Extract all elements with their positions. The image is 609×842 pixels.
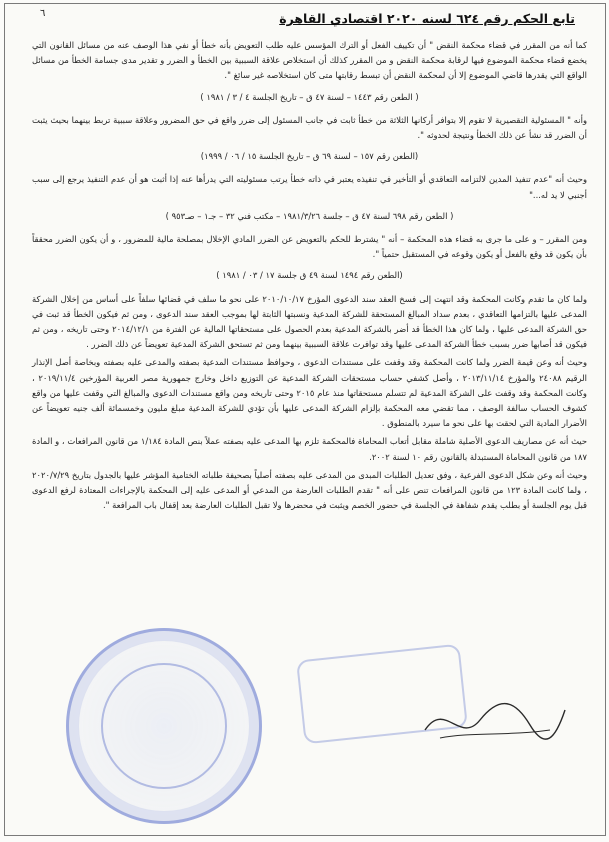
citation: (الطعن رقم ١٤٩٤ لسنة ٤٩ ق جلسة ١٧ / ٠٣ / ١٩٨١ ) xyxy=(216,270,403,281)
paragraph: كما أنه من المقرر في قضاء محكمة النقض " أن تكييف الفعل أو الترك المؤسس عليه طلب التعويض بأنه خطأ أو نفي هذا الوصف عنه من مسائل القانون التي يخضع قضاء محكمة الموضوع فيها لرقابة محكمة النقض و من المقرر كذلك أن استخلاص علاقة السببية بين الخطأ و الضرر و تقدير مدى جسامة الخطأ من مسائل الواقع التي يقدرها قاضي الموضوع إلا أن لمحكمة النقض أن تبسط رقابتها متى كان استخلاصه غير سائغ ". xyxy=(32,40,587,81)
paragraph: وحيث أنه وعن قيمة الضرر ولما كانت المحكمة وقد وقفت على مستندات الدعوى ، وحوافظ مستندات المدعية بصفته والمدعى عليه بصفته وبخاصة أصل الإنذار الرقيم ٢٤٠٨٨ والمؤرخ ٢٠١٣/١١/١٤ ، وأصل كشفي حساب مستحقات الشركة المدعية عن التوزيع داخل وخارج جمهورية مصر العربية المؤرخين ٢٠١٩/١١/٤ ، وكانت المحكمة وقد وقفت على الشركة المدعية لم تتسلم مستحقاتها منذ عام ٢٠١٥ وحتى تاريخه ومن واقع مستندات الدعوى والمبالغ التي وقفت عليها من واقع كشوف الحساب سالفة الوصف ، مما تقضي معه المحكمة بإلزام الشركة المدعى عليها بأن تؤدي للشركة المدعية مبلغ مليون وخمسمائة ألف جنيه تعويضاً عن الأضرار المادية التي لحقت بها على نحو ما سيرد بالمنطوق . xyxy=(32,357,587,429)
citation: ( الطعن رقم ١٤٤٣ – لسنة ٤٧ ق – تاريخ الجلسة ٤ / ٣ / ١٩٨١ ) xyxy=(200,91,419,102)
paragraph: ولما كان ما تقدم وكانت المحكمة وقد انتهت إلى فسخ العقد سند الدعوى المؤرخ ٢٠١٠/١٠/١٧ على نحو ما سلف في قضائها سلفاً على أساس من إخلال الشركة المدعى عليها بالتزامها التعاقدي ، بعدم سداد المبالغ المستحقة للشركة المدعية ونسبتها الثابتة لها بموجب العقد سند الدعوى ، ومن ثم فيكون الخطأ قد ثبت في حق الشركة المدعى عليها ، ولما كان هذا الخطأ قد أضر بالشركة المدعية بعدم الحصول على مستحقاتها المالية عن الفترة من ٢٠١٤/١٢/١ وحتى تاريخه ، ومن ثم فيكون قد أصابها ضرر بسبب خطأ الشركة المدعى عليها وقد توافرت علاقة السببية بينهما ومن ثم تستحق الشركة المدعية تعويضاً عن ذلك الضرر . xyxy=(32,293,587,350)
citation: (الطعن رقم ١٥٧ – لسنة ٦٩ ق – تاريخ الجلسة ١٥ / ٠٦ / ١٩٩٩) xyxy=(200,151,419,162)
paragraph: حيث أنه عن مصاريف الدعوى الأصلية شاملة مقابل أتعاب المحاماة فالمحكمة تلزم بها المدعى عليه بصفته عملاً بنص المادة ١/١٨٤ من قانون المرافعات ، و المادة ١٨٧ من قانون المحاماة المستبدلة بالقانون رقم ١٠ لسنة ٢٠٠٢. xyxy=(32,436,588,462)
paragraph: وحيث أنه وعن شكل الدعوى الفرعية ، وفق تعديل الطلبات المبدى من المدعى عليه بصفته أصلياً بصحيفة طلباته الختامية المؤشر عليها بالجدول بتاريخ ٢٠٢٠/٧/٢٩ ، ولما كانت المادة ١٢٣ من قانون المرافعات تنص على أنه " تقدم الطلبات العارضة من المدعي أو المدعى عليه إلى المحكمة بالإجراءات المعتادة لرفع الدعوى قبل يوم الجلسة أو بطلب يقدم شفاهة في الجلسة في حضور الخصم ويثبت في محضرها ولا تقبل الطلبات العارضة بعد إقفال باب المرافعة ". xyxy=(32,469,587,511)
citation: ( الطعن رقم ٦٩٨ لسنة ٤٧ ق – جلسة ١٩٨١/٣/٢٦ – مكتب فني ٣٢ – جـ١ – صـ٩٥٣ ) xyxy=(165,210,454,221)
paragraph: وأنه " المسئولية التقصيرية لا تقوم إلا بتوافر أركانها الثلاثة من خطأ ثابت في جانب المسئول إلى ضرر واقع في حق المضرور وعلاقة سببية تربط بينهما بحيث يثبت أن الضرر قد نشأ عن ذلك الخطأ ونتيجة لحدوثه ". xyxy=(32,114,587,141)
paragraph: وحيث أنه "عدم تنفيذ المدين لالتزامه التعاقدي أو التأخير في تنفيذه يعتبر في ذاته خطأ يرتب مسئوليته التي يدرأها عنه إذا أثبت هو أن عدم التنفيذ يرجع إلى سبب أجنبي لا يد له..." xyxy=(32,174,587,200)
page-number: ٦ xyxy=(40,8,46,19)
paragraph: ومن المقرر – و على ما جرى به قضاء هذه المحكمة – أنه " يشترط للحكم بالتعويض عن الضرر المادي الإخلال بمصلحة مالية للمضرور ، و أن يكون الضرر محققاً بأن يكون قد وقع بالفعل أو يكون وقوعه في المستقبل حتمياً ". xyxy=(32,234,587,260)
document-title: تابع الحكم رقم ٦٢٤ لسنه ٢٠٢٠ اقتصادي القاهرة xyxy=(279,11,575,26)
judgment-body xyxy=(32,38,587,516)
